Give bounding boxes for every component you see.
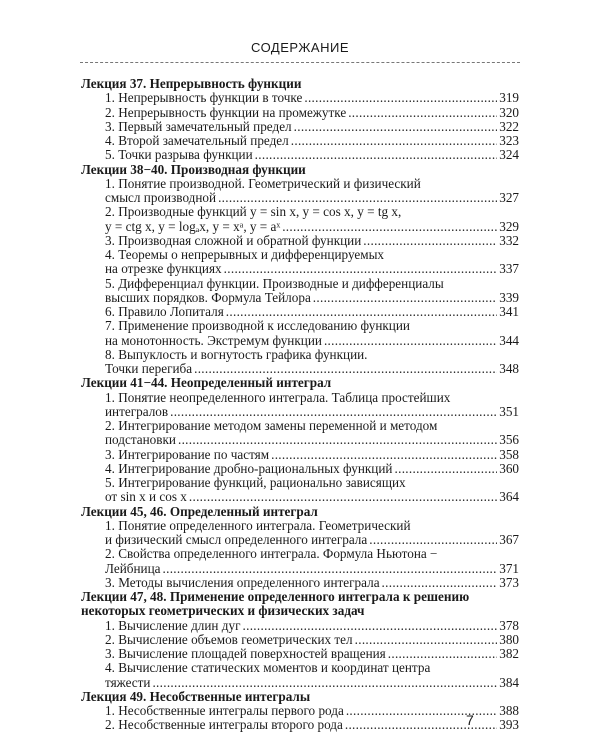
toc-entry bbox=[81, 205, 519, 234]
toc-entry bbox=[81, 148, 519, 162]
toc-entry-title: смысл производной bbox=[105, 190, 217, 205]
toc-entry-row bbox=[105, 462, 519, 476]
toc-entry-row bbox=[105, 220, 519, 234]
toc-entry bbox=[81, 91, 519, 105]
running-header: СОДЕРЖАНИЕ bbox=[250, 40, 349, 55]
toc-entry-title: 1. Вычисление длин дуг bbox=[105, 617, 241, 633]
toc-entry-line: 4. Вычисление статических моментов и координат центра bbox=[105, 661, 431, 676]
toc-page-number: 360 bbox=[499, 460, 519, 476]
dot-leader bbox=[313, 291, 497, 305]
toc-page-number: 319 bbox=[499, 90, 519, 106]
toc-section-heading: Лекция 49. Несобственные интегралы bbox=[81, 689, 311, 704]
table-of-contents bbox=[81, 77, 519, 733]
toc-entry-row bbox=[105, 120, 519, 134]
toc-page-number: 378 bbox=[499, 617, 519, 633]
dot-leader bbox=[218, 191, 497, 205]
toc-entry-row bbox=[105, 405, 519, 419]
toc-entry-row bbox=[105, 334, 519, 348]
toc-entry-title: 3. Первый замечательный предел bbox=[105, 118, 292, 134]
toc-entry-row bbox=[105, 106, 519, 120]
toc-entry bbox=[81, 704, 519, 718]
toc-entry-row bbox=[105, 262, 519, 276]
dot-leader bbox=[224, 262, 498, 276]
toc-section-heading: Лекция 37. Непрерывность функции bbox=[81, 77, 302, 91]
toc-entry bbox=[81, 661, 519, 690]
dot-leader bbox=[291, 134, 497, 148]
toc-page-number: 356 bbox=[499, 432, 519, 448]
toc-section-heading: некоторых геометрических и физических задач bbox=[81, 604, 365, 619]
toc-entry bbox=[81, 547, 519, 576]
toc-entry-line: 1. Понятие неопределенного интеграла. Таблица простейших bbox=[105, 390, 451, 405]
toc-page-number: 367 bbox=[499, 532, 519, 547]
dot-leader bbox=[363, 234, 497, 248]
toc-entry-title: 3. Методы вычисления определенного интеграла bbox=[105, 574, 380, 590]
header-divider bbox=[80, 62, 520, 63]
dot-leader bbox=[346, 704, 497, 718]
toc-entry-line: 5. Дифференциал функции. Производные и дифференциалы bbox=[105, 276, 444, 291]
toc-entry bbox=[81, 134, 519, 148]
dot-leader bbox=[382, 576, 498, 590]
toc-entry bbox=[81, 319, 519, 348]
toc-entry-row bbox=[105, 533, 519, 547]
toc-page-number: 373 bbox=[499, 574, 519, 590]
toc-entry-title: Лейбница bbox=[105, 560, 161, 576]
toc-entry-line: 2. Свойства определенного интеграла. Формула Ньютона − bbox=[105, 547, 438, 562]
toc-page-number: 344 bbox=[499, 332, 519, 348]
dot-leader bbox=[189, 490, 497, 504]
toc-section-heading: Лекции 45, 46. Определенный интеграл bbox=[81, 504, 318, 519]
toc-page-number: 327 bbox=[499, 190, 519, 205]
toc-page-number: 358 bbox=[499, 446, 519, 462]
toc-page-number: 371 bbox=[499, 560, 519, 576]
toc-entry-title: 3. Интегрирование по частям bbox=[105, 446, 270, 462]
toc-entry-row bbox=[105, 562, 519, 576]
toc-entry bbox=[81, 476, 519, 505]
toc-entry bbox=[81, 391, 519, 420]
toc-page-number: 382 bbox=[499, 646, 519, 661]
toc-entry bbox=[81, 718, 519, 732]
toc-entry-title: 4. Интегрирование дробно-рациональных функций bbox=[105, 460, 393, 476]
toc-entry-title: 6. Правило Лопиталя bbox=[105, 304, 224, 319]
toc-entry-title: интегралов bbox=[105, 403, 169, 419]
toc-entry-row bbox=[105, 91, 519, 105]
toc-entry-title: подстановки bbox=[105, 432, 176, 448]
toc-page-number: 341 bbox=[499, 304, 519, 319]
toc-page-number: 320 bbox=[499, 104, 519, 120]
toc-page-number: 380 bbox=[499, 631, 519, 647]
dot-leader bbox=[255, 148, 498, 162]
toc-entry-line: 2. Производные функций y = sin x, y = cos x, y = tg x, bbox=[105, 205, 402, 220]
toc-entry-row bbox=[105, 433, 519, 447]
toc-entry-title: тяжести bbox=[105, 674, 151, 690]
toc-entry-row bbox=[105, 291, 519, 305]
toc-page-number: 322 bbox=[499, 118, 519, 134]
toc-entry bbox=[81, 448, 519, 462]
toc-section-heading: Лекции 41−44. Неопределенный интеграл bbox=[81, 376, 332, 391]
toc-entry bbox=[81, 419, 519, 448]
toc-entry-row bbox=[105, 704, 519, 718]
page-number: 7 bbox=[466, 712, 474, 728]
toc-entry-line: 4. Теоремы о непрерывных и дифференцируемых bbox=[105, 248, 385, 262]
toc-entry bbox=[81, 519, 519, 548]
toc-entry-line: 5. Интегрирование функций, рационально зависящих bbox=[105, 476, 406, 490]
dot-leader bbox=[355, 633, 498, 647]
toc-entry bbox=[81, 633, 519, 647]
toc-entry-title: высших порядков. Формула Тейлора bbox=[105, 289, 311, 305]
dot-leader bbox=[324, 334, 497, 348]
toc-page-number: 332 bbox=[499, 232, 519, 248]
dot-leader bbox=[395, 462, 498, 476]
toc-entry-row bbox=[105, 148, 519, 162]
toc-entry-title: y = ctg x, y = logₐx, y = xᵃ, y = aˣ bbox=[105, 218, 281, 234]
toc-entry-row bbox=[105, 490, 519, 504]
toc-page-number: 329 bbox=[499, 218, 519, 234]
toc-entry-title: 1. Непрерывность функции в точке bbox=[105, 90, 303, 106]
toc-page-number: 393 bbox=[499, 717, 519, 733]
toc-entry-title: 5. Точки разрыва функции bbox=[105, 147, 253, 163]
toc-entry-title: 1. Несобственные интегралы первого рода bbox=[105, 703, 344, 718]
toc-entry bbox=[81, 305, 519, 319]
toc-entry bbox=[81, 277, 519, 306]
dot-leader bbox=[348, 106, 497, 120]
dot-leader bbox=[388, 647, 497, 661]
toc-entry bbox=[81, 348, 519, 377]
toc-entry bbox=[81, 619, 519, 633]
toc-entry-row bbox=[105, 676, 519, 690]
toc-entry-row bbox=[105, 619, 519, 633]
toc-page-number: 337 bbox=[499, 261, 519, 277]
dot-leader bbox=[294, 120, 498, 134]
toc-entry-row bbox=[105, 191, 519, 205]
toc-entry bbox=[81, 248, 519, 277]
dot-leader bbox=[282, 220, 497, 234]
toc-entry-row bbox=[105, 633, 519, 647]
dot-leader bbox=[345, 718, 497, 732]
toc-page-number: 324 bbox=[499, 147, 519, 163]
toc-entry-line: 1. Понятие производной. Геометрический и физический bbox=[105, 176, 421, 191]
toc-entry-title: на монотонность. Экстремум функции bbox=[105, 332, 322, 348]
toc-entry-row bbox=[105, 448, 519, 462]
dot-leader bbox=[226, 305, 497, 319]
dot-leader bbox=[170, 405, 497, 419]
toc-entry bbox=[81, 576, 519, 590]
toc-entry-row bbox=[105, 234, 519, 248]
toc-entry-title: и физический смысл определенного интеграла bbox=[105, 532, 368, 547]
dot-leader bbox=[194, 362, 497, 376]
toc-page-number: 348 bbox=[499, 361, 519, 376]
toc-entry-title: 2. Несобственные интегралы второго рода bbox=[105, 717, 343, 733]
toc-entry bbox=[81, 106, 519, 120]
toc-entry-title: 4. Второй замечательный предел bbox=[105, 133, 289, 148]
toc-entry-title: Точки перегиба bbox=[105, 361, 193, 376]
dot-leader bbox=[271, 448, 497, 462]
dot-leader bbox=[304, 91, 497, 105]
toc-entry-title: 2. Вычисление объемов геометрических тел bbox=[105, 631, 353, 647]
toc-page-number: 384 bbox=[499, 674, 519, 690]
toc-entry bbox=[81, 647, 519, 661]
toc-entry-line: 8. Выпуклость и вогнутость графика функции. bbox=[105, 347, 368, 362]
toc-entry-row bbox=[105, 718, 519, 732]
toc-page-number: 339 bbox=[499, 289, 519, 305]
toc-entry bbox=[81, 234, 519, 248]
toc-entry-title: на отрезке функциях bbox=[105, 261, 222, 277]
dot-leader bbox=[243, 619, 498, 633]
toc-entry-line: 1. Понятие определенного интеграла. Геометрический bbox=[105, 518, 411, 533]
toc-entry bbox=[81, 462, 519, 476]
dot-leader bbox=[152, 676, 497, 690]
toc-entry-line: 2. Интегрирование методом замены переменной и методом bbox=[105, 419, 438, 433]
toc-entry-row bbox=[105, 362, 519, 376]
toc-section-heading: Лекции 47, 48. Применение определенного интеграла к решению bbox=[81, 590, 470, 604]
toc-entry-row bbox=[105, 305, 519, 319]
toc-entry bbox=[81, 177, 519, 206]
dot-leader bbox=[369, 533, 497, 547]
toc-page-number: 323 bbox=[499, 133, 519, 148]
toc-entry-row bbox=[105, 134, 519, 148]
toc-entry-title: 3. Производная сложной и обратной функции bbox=[105, 232, 362, 248]
toc-entry-row bbox=[105, 576, 519, 590]
toc-entry-title: 2. Непрерывность функции на промежутке bbox=[105, 104, 347, 120]
toc-section-heading: Лекции 38−40. Производная функции bbox=[81, 162, 306, 177]
dot-leader bbox=[163, 562, 498, 576]
toc-page-number: 351 bbox=[499, 403, 519, 419]
toc-entry-row bbox=[105, 647, 519, 661]
toc-entry-title: 3. Вычисление площадей поверхностей вращения bbox=[105, 646, 386, 661]
toc-page-number: 388 bbox=[499, 703, 519, 718]
toc-page-number: 364 bbox=[499, 489, 519, 505]
toc-entry-title: от sin x и cos x bbox=[105, 489, 187, 505]
toc-entry bbox=[81, 120, 519, 134]
dot-leader bbox=[178, 433, 497, 447]
toc-entry-line: 7. Применение производной к исследованию функции bbox=[105, 319, 410, 334]
